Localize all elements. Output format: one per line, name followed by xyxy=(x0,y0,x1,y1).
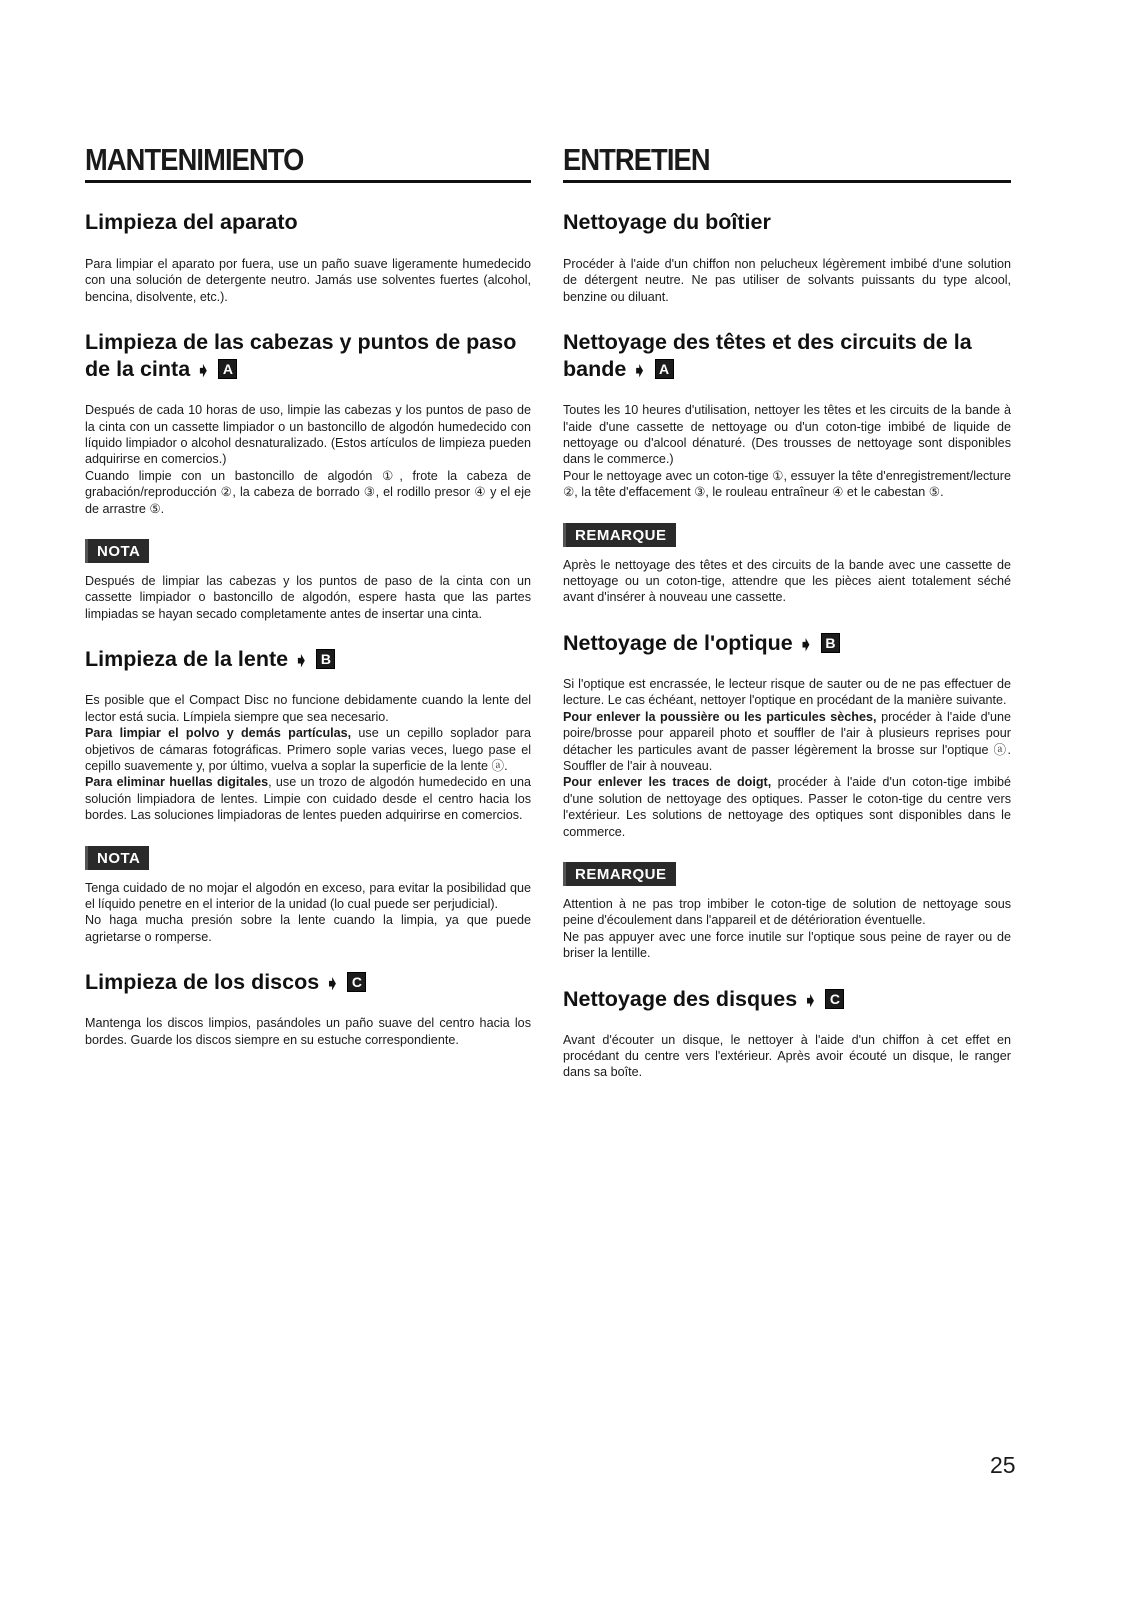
lens-fingerprint-fr: procéder à l'aide d'un coton-tige imbibé d'une solution de nettoyage des optiques. Passer le coton-tige du centre vers l'extérieur. Les solutions de nettoyage des optiques sont disponibles dans le commerce. xyxy=(563,775,1011,839)
lens-intro-fr: Si l'optique est encrassée, le lecteur risque de sauter ou de ne pas effectuer de lecture. Le cas échéant, nettoyer l'optique en procédant de la manière suivante. xyxy=(563,676,1011,708)
note-lens-1-fr: Attention à ne pas trop imbiber le coton-tige de solution de nettoyage sous peine d'écoulement dans l'appareil et de détérioration éventuelle. xyxy=(563,896,1011,928)
heading-lens-fr xyxy=(563,630,1011,658)
heading-heads-text-fr: Nettoyage des têtes et des circuits de la bande xyxy=(563,330,972,382)
paragraph-cleaning-unit-es: Para limpiar el aparato por fuera, use un paño suave ligeramente humedecido con una solución de detergente neutro. Jamás use solventes fuertes (alcohol, bencina, disolvente, etc.). xyxy=(85,257,531,304)
note-heads-es: Después de limpiar las cabezas y los puntos de paso de la cinta con un cassette limpiador o bastoncillo de algodón, espere hasta que las partes limpiadas se hayan secado completamente antes de insertar una cinta. xyxy=(85,574,531,621)
lens-intro-es: Es posible que el Compact Disc no funcione debidamente cuando la lente del lector está sucia. Límpiela siempre que sea necesario. xyxy=(85,693,531,724)
spanish-column xyxy=(85,140,531,1048)
title-rule-es xyxy=(85,180,531,183)
heading-heads-fr xyxy=(563,329,1011,384)
heading-lens-es xyxy=(85,646,531,674)
lens-fingerprint-es: , use un trozo de algodón humedecido en una solución limpiadora de lentes. Limpie con cuidado desde el centro hacia los bordes. Las soluciones limpiadoras de lentes pueden adquirirse en comercios. xyxy=(85,775,532,823)
lens-fingerprint-bold-fr: Pour enlever les traces de doigt, xyxy=(563,775,772,790)
arrow-icon: ➧ xyxy=(294,651,309,671)
title-rule-fr xyxy=(563,180,1011,183)
paragraph-heads-cotton-es: Cuando limpie con un bastoncillo de algodón ①, frote la cabeza de grabación/reproducción ②, la cabeza de borrado ③, el rodillo presor ④ y el eje de arrastre ⑤. xyxy=(85,468,531,516)
arrow-icon: ➧ xyxy=(798,634,813,654)
figure-ref-b: B xyxy=(821,633,840,653)
note-badge-es: NOTA xyxy=(85,539,149,563)
paragraph-heads-fr: Toutes les 10 heures d'utilisation, nettoyer les têtes et les circuits de la bande à l'aide d'une cassette de nettoyage ou d'un coton-tige imbibé de liquide de nettoyage ou d'alcool dénaturé. (Des trousses de nettoyage sont disponibles dans le commerce.) xyxy=(563,403,1011,467)
paragraph-lens-fr xyxy=(563,676,1011,840)
heading-cleaning-unit-fr: Nettoyage du boîtier xyxy=(563,210,771,234)
paragraph-heads-cotton-fr: Pour le nettoyage avec un coton-tige ①, essuyer la tête d'enregistrement/lecture ②, la tête d'effacement ③, le rouleau entraîneur ④ et le cabestan ⑤. xyxy=(563,468,1011,500)
figure-ref-a: A xyxy=(218,359,237,379)
page-number: 25 xyxy=(990,1452,1016,1478)
arrow-icon: ➧ xyxy=(632,361,647,381)
heading-discs-text-es: Limpieza de los discos xyxy=(85,970,320,995)
lens-dust-bold-es: Para limpiar el polvo y demás partículas, xyxy=(85,726,352,741)
note-lens-es xyxy=(85,880,531,946)
figure-ref-b: B xyxy=(316,649,335,669)
page-title-es: MANTENIMIENTO xyxy=(85,142,304,177)
lens-dust-fr: procéder à l'aide d'une poire/brosse pour appareil photo et souffler de l'air à plusieurs reprises pour détacher les particules avant de passer légèrement la brosse sur l'optique ⓐ. Souffler de l'air à nouveau. xyxy=(563,709,1012,773)
figure-ref-a: A xyxy=(655,359,674,379)
note-badge-es: NOTA xyxy=(85,846,149,870)
lens-dust-es: use un cepillo soplador para objetivos de cámaras fotográficas. Primero sople varias veces, luego pase el cepillo suavemente y, por último, vuelva a soplar la superficie de la lente ⓐ. xyxy=(85,726,531,773)
note-badge-fr: REMARQUE xyxy=(563,862,676,886)
figure-ref-c: C xyxy=(347,972,366,992)
figure-ref-c: C xyxy=(825,989,844,1009)
heading-heads-text-es: Limpieza de las cabezas y puntos de paso de la cinta xyxy=(85,330,517,382)
french-column xyxy=(563,140,1011,1081)
note-lens-2-es: No haga mucha presión sobre la lente cuando la limpia, ya que puede agrietarse o romperse. xyxy=(85,913,531,944)
arrow-icon: ➧ xyxy=(325,974,340,994)
heading-discs-text-fr: Nettoyage des disques xyxy=(563,986,798,1011)
paragraph-discs-es: Mantenga los discos limpios, pasándoles un paño suave del centro hacia los bordes. Guarde los discos siempre en su estuche correspondiente. xyxy=(85,1016,531,1047)
paragraph-heads-es: Después de cada 10 horas de uso, limpie las cabezas y los puntos de paso de la cinta con un cassette limpiador o un bastoncillo de algodón humedecido con líquido limpiador o alcohol desnaturalizado. (Estos artículos de limpieza pueden adquirirse en comercios.) xyxy=(85,403,531,467)
paragraph-lens-es xyxy=(85,692,531,823)
lens-fingerprint-bold-es: Para eliminar huellas digitales xyxy=(85,775,269,790)
note-badge-fr: REMARQUE xyxy=(563,523,676,547)
heading-cleaning-unit-es: Limpieza del aparato xyxy=(85,210,298,234)
paragraph-discs-fr: Avant d'écouter un disque, le nettoyer à l'aide d'un chiffon à cet effet en procédant du centre vers l'extérieur. Après avoir écouté un disque, le ranger dans sa boîte. xyxy=(563,1032,1011,1080)
lens-dust-bold-fr: Pour enlever la poussière ou les particules sèches, xyxy=(563,709,877,724)
heading-discs-fr xyxy=(563,986,1011,1014)
heading-heads-es xyxy=(85,329,531,384)
note-lens-1-es: Tenga cuidado de no mojar el algodón en exceso, para evitar la posibilidad que el líquido penetre en el interior de la unidad (lo cual puede ser perjudicial). xyxy=(85,880,531,911)
heading-lens-text-fr: Nettoyage de l'optique xyxy=(563,630,793,655)
note-heads-fr: Après le nettoyage des têtes et des circuits de la bande avec une cassette de nettoyage ou un coton-tige, attendre que les pièces aient totalement séché avant d'insérer à nouveau une cassette. xyxy=(563,557,1011,605)
heading-discs-es xyxy=(85,969,531,997)
page-title-fr: ENTRETIEN xyxy=(563,142,710,177)
heading-lens-text-es: Limpieza de la lente xyxy=(85,647,289,672)
note-lens-2-fr: Ne pas appuyer avec une force inutile sur l'optique sous peine de rayer ou de briser la lentille. xyxy=(563,929,1011,961)
paragraph-cleaning-unit-fr: Procéder à l'aide d'un chiffon non pelucheux légèrement imbibé d'une solution de détergent neutre. Ne pas utiliser de solvants puissants du type alcool, benzine ou diluant. xyxy=(563,257,1011,304)
arrow-icon: ➧ xyxy=(196,361,211,381)
arrow-icon: ➧ xyxy=(803,990,818,1010)
note-lens-fr xyxy=(563,896,1011,962)
